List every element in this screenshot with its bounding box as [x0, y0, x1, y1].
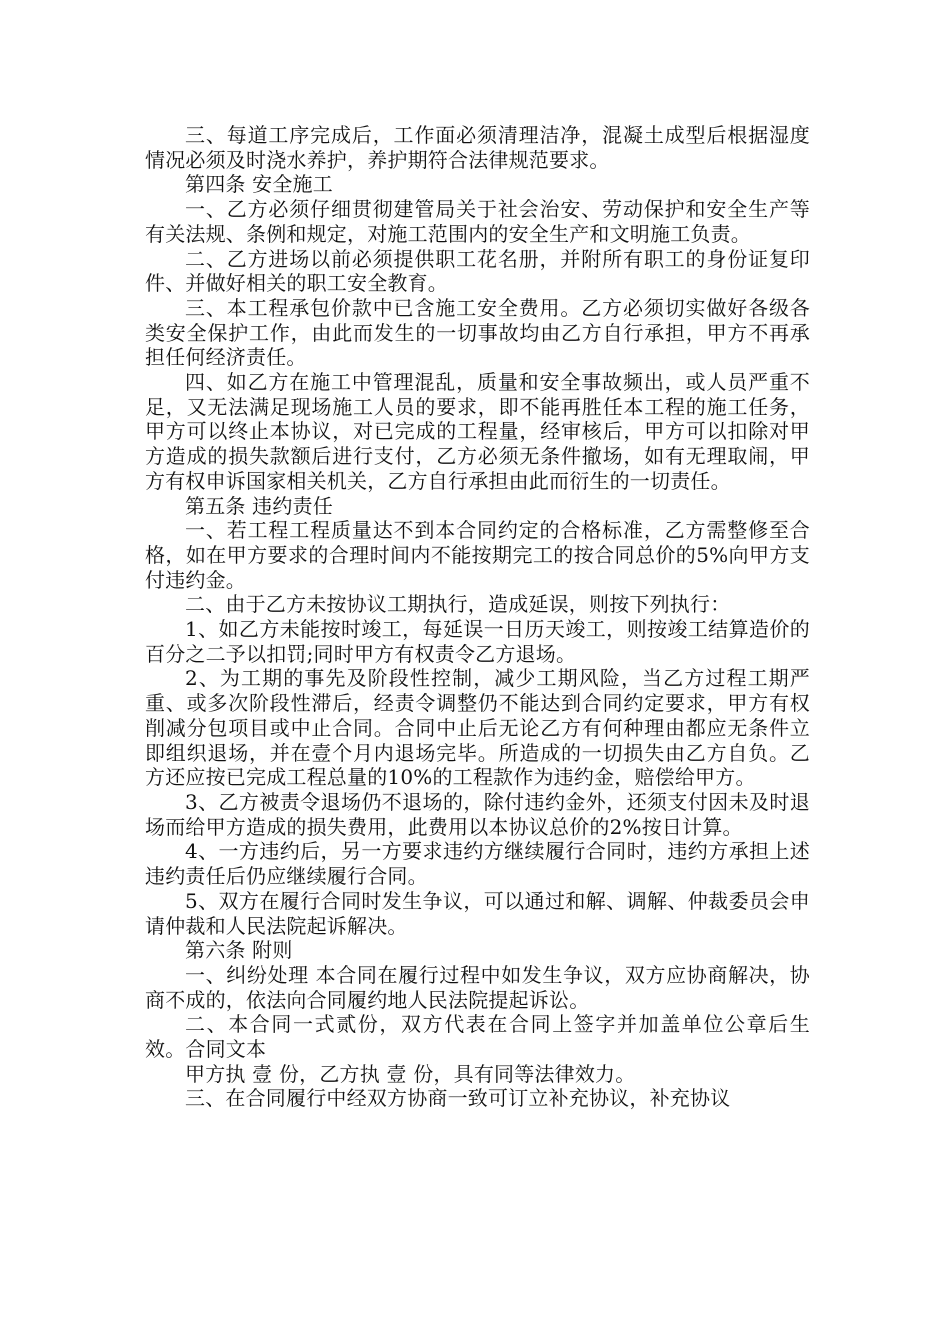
paragraph: 三、在合同履行中经双方协商一致可订立补充协议，补充协议: [185, 1086, 731, 1111]
paragraph: 一、若工程工程质量达不到本合同约定的合格标准，乙方需整修至合格，如在甲方要求的合理时间内不能按期完工的按合同总价的5%向甲方支付违约金。: [145, 518, 810, 592]
paragraph: 2、为工期的事先及阶段性控制，减少工期风险，当乙方过程工期严重、或多次阶段性滞后，经责令调整仍不能达到合同约定要求，甲方有权削减分包项目或中止合同。合同中止后无论乙方有何种理由都应无条件立即组织退场，并在壹个月内退场完毕。所造成的一切损失由乙方自负。乙方还应按已完成工程总量的10%的工程款作为违约金，赔偿给甲方。: [145, 666, 810, 790]
paragraph: 一、乙方必须仔细贯彻建管局关于社会治安、劳动保护和安全生产等有关法规、条例和规定，对施工范围内的安全生产和文明施工负责。: [145, 197, 810, 246]
section-heading: 第四条 安全施工: [185, 172, 333, 197]
paragraph: 四、如乙方在施工中管理混乱，质量和安全事故频出，或人员严重不足，又无法满足现场施工人员的要求，即不能再胜任本工程的施工任务，甲方可以终止本协议，对已完成的工程量，经审核后，甲方可以扣除对甲方造成的损失款额后进行支付，乙方必须无条件撤场，如有无理取闹，甲方有权申诉国家相关机关，乙方自行承担由此而衍生的一切责任。: [145, 370, 810, 493]
paragraph: 甲方执 壹 份，乙方执 壹 份，具有同等法律效力。: [185, 1061, 636, 1086]
paragraph: 三、每道工序完成后，工作面必须清理洁净，混凝土成型后根据湿度情况必须及时浇水养护，养护期符合法律规范要求。: [145, 123, 810, 172]
document-page: [145, 123, 810, 1111]
paragraph: 一、纠纷处理 本合同在履行过程中如发生争议，双方应协商解决，协商不成的，依法向合同履约地人民法院提起诉讼。: [145, 962, 810, 1012]
paragraph: 二、本合同一式贰份，双方代表在合同上签字并加盖单位公章后生效。合同文本: [145, 1012, 810, 1062]
section-heading: 第五条 违约责任: [185, 493, 333, 518]
paragraph: 三、本工程承包价款中已含施工安全费用。乙方必须切实做好各级各类安全保护工作，由此而发生的一切事故均由乙方自行承担，甲方不再承担任何经济责任。: [145, 295, 810, 370]
paragraph: 1、如乙方未能按时竣工，每延误一日历天竣工，则按竣工结算造价的百分之二予以扣罚;同时甲方有权责令乙方退场。: [145, 617, 810, 666]
paragraph: 二、乙方进场以前必须提供职工花名册，并附所有职工的身份证复印件、并做好相关的职工安全教育。: [145, 246, 810, 296]
section-heading: 第六条 附则: [185, 938, 293, 963]
paragraph: 二、由于乙方未按协议工期执行，造成延误，则按下列执行：: [185, 592, 731, 617]
paragraph: 3、乙方被责令退场仍不退场的，除付违约金外，还须支付因未及时退场而给甲方造成的损失费用，此费用以本协议总价的2%按日计算。: [145, 789, 810, 839]
paragraph: 5、双方在履行合同时发生争议，可以通过和解、调解、仲裁委员会申请仲裁和人民法院起诉解决。: [145, 888, 810, 938]
paragraph: 4、一方违约后，另一方要求违约方继续履行合同时，违约方承担上述违约责任后仍应继续履行合同。: [145, 839, 810, 889]
